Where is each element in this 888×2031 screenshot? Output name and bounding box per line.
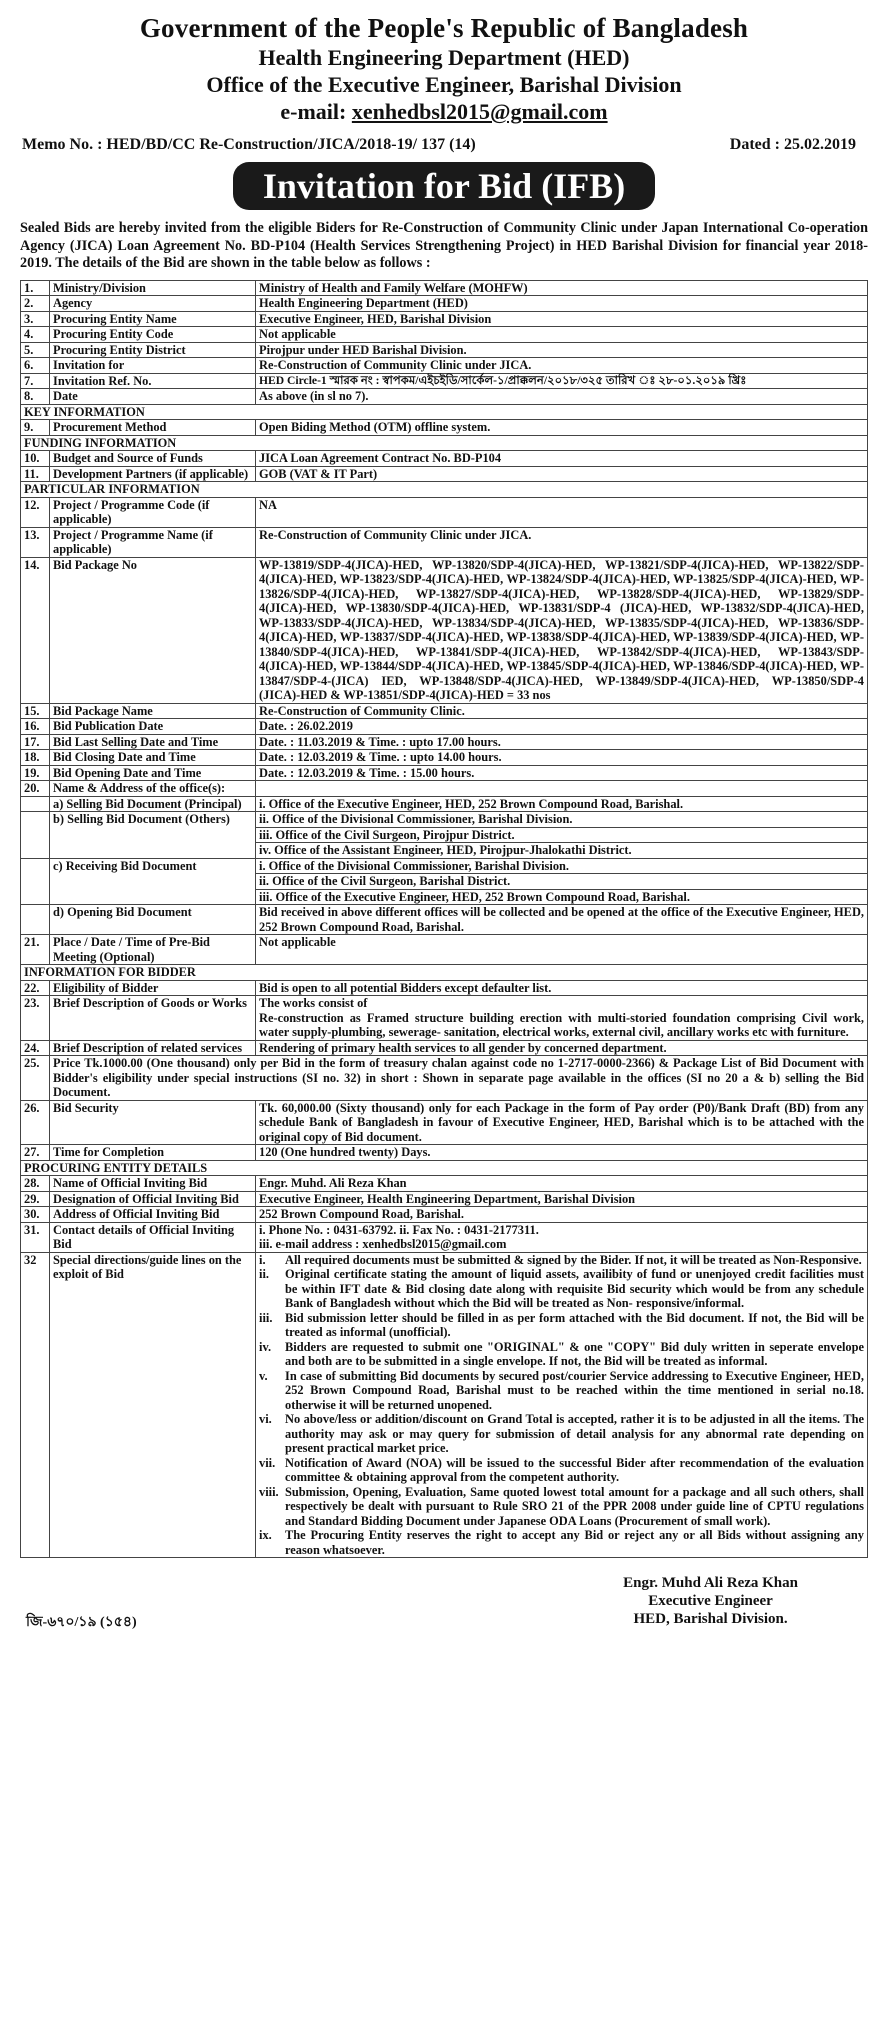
signatory-name: Engr. Muhd Ali Reza Khan [623, 1575, 798, 1591]
office-line: iv. Office of the Assistant Engineer, HED, Pirojpur-Jhalokathi District. [256, 842, 867, 858]
direction-number: iii. [259, 1310, 273, 1325]
office-line: ii. Office of the Divisional Commissioner, Barishal Division. [259, 812, 573, 826]
row-value: HED Circle-1 স্মারক নং : স্বাপকম/এইচইডি/সার্কেল-১/প্রাক্কলন/২০১৮/৩২৫ তারিখ ঃ ২৮-০১.২০১৯ খ্রিঃ [256, 373, 868, 389]
row-value [256, 1222, 868, 1252]
row-label: Invitation for [50, 358, 256, 374]
banner-wrap [20, 162, 868, 210]
direction-text: Bidders are requested to submit one "ORIGINAL" & one "COPY" Bid duly written in seperate envelope and both are to be submitted in a single envelope. If not, the Bid will be treated as informal. [285, 1339, 864, 1368]
row-number: 30. [21, 1207, 50, 1223]
price-text: Price Tk.1000.00 (One thousand) only per Bid in the form of treasury chalan against code no 1-2717-0000-2366) & Package List of Bid Document with Bidder's eligibility under special instructions (SI no. 32) in short : Shown in separate page available in the offices (SI no 20 a & b) selling the Bid Document. [50, 1056, 868, 1101]
row-value: Date. : 12.03.2019 & Time. : upto 14.00 hours. [256, 750, 868, 766]
row-value: Engr. Muhd. Ali Reza Khan [256, 1176, 868, 1192]
row-value: NA [256, 497, 868, 527]
row-value: Bid received in above different offices will be collected and be opened at the office of the Executive Engineer, HED, 252 Brown Compound Road, Barishal. [256, 905, 868, 935]
direction-item [259, 1267, 864, 1311]
table-row [21, 497, 868, 527]
direction-item [259, 1369, 864, 1413]
row-value [256, 781, 868, 797]
office-line: iii. Office of the Civil Surgeon, Pirojpur District. [256, 827, 867, 843]
section-heading: PROCURING ENTITY DETAILS [21, 1160, 868, 1176]
direction-number: viii. [259, 1484, 279, 1499]
table-row [21, 1100, 868, 1145]
row-number: 10. [21, 451, 50, 467]
bid-details-table [20, 280, 868, 1559]
row-number: 15. [21, 703, 50, 719]
row-value [256, 996, 868, 1041]
table-row [21, 389, 868, 405]
row-value: Date. : 12.03.2019 & Time. : 15.00 hours. [256, 765, 868, 781]
row-label: Place / Date / Time of Pre-Bid Meeting (Optional) [50, 935, 256, 965]
row-number: 24. [21, 1040, 50, 1056]
direction-number: i. [259, 1252, 266, 1267]
row-value: Executive Engineer, Health Engineering Department, Barishal Division [256, 1191, 868, 1207]
row-label: Name of Official Inviting Bid [50, 1176, 256, 1192]
row-label: Procuring Entity District [50, 342, 256, 358]
row-number: 25. [21, 1056, 50, 1101]
row-value: GOB (VAT & IT Part) [256, 466, 868, 482]
direction-number: vi. [259, 1412, 272, 1426]
works-description: Re-construction as Framed structure building erection with multi-storied foundation comprising Civil work, water supply-plumbing, sewerage- sanitation, electrical works, external civil, ancillary works etc with furniture. [259, 1010, 864, 1039]
table-row [21, 935, 868, 965]
row-label: Bid Security [50, 1100, 256, 1145]
row-label: Procuring Entity Name [50, 311, 256, 327]
row-value: Re-Construction of Community Clinic under JICA. [256, 358, 868, 374]
table-row [21, 1040, 868, 1056]
row-number: 26. [21, 1100, 50, 1145]
row-number: 5. [21, 342, 50, 358]
row-value: Re-Construction of Community Clinic. [256, 703, 868, 719]
email-link[interactable]: xenhedbsl2015@gmail.com [351, 99, 608, 124]
section-heading: INFORMATION FOR BIDDER [21, 965, 868, 981]
row-number: 21. [21, 935, 50, 965]
row-number: 3. [21, 311, 50, 327]
row-number: 31. [21, 1222, 50, 1252]
row-label: Time for Completion [50, 1145, 256, 1161]
row-label: Bid Last Selling Date and Time [50, 734, 256, 750]
row-label: Address of Official Inviting Bid [50, 1207, 256, 1223]
direction-text: Bid submission letter should be filled in as per form attached with the Bid document. If not, the Bid will be treated as informal (unofficial). [285, 1310, 864, 1339]
header-email [20, 98, 868, 126]
table-row [21, 311, 868, 327]
table-row [21, 557, 868, 703]
row-label: Development Partners (if applicable) [50, 466, 256, 482]
header-department: Health Engineering Department (HED) [258, 45, 630, 70]
row-number: 18. [21, 750, 50, 766]
row-number: 6. [21, 358, 50, 374]
row-number: 20. [21, 781, 50, 797]
row-number: 8. [21, 389, 50, 405]
memo-row [22, 136, 856, 154]
row-value: Date. : 11.03.2019 & Time. : upto 17.00 hours. [256, 734, 868, 750]
row-value: As above (in sl no 7). [256, 389, 868, 405]
row-value: Not applicable [256, 935, 868, 965]
direction-item [259, 1253, 864, 1268]
row-number [21, 812, 50, 859]
intro-paragraph: Sealed Bids are hereby invited from the eligible Biders for Re-Construction of Community Clinic under Japan International Co-operation Agency (JICA) Loan Agreement No. BD-P104 (Health Services Strengthening Project) in HED Barishal Division for financial year 2018-2019. The details of the Bid are shown in the table below as follows : [20, 220, 868, 271]
row-label: Project / Programme Name (if applicable) [50, 527, 256, 557]
direction-item [259, 1485, 864, 1529]
row-number: 27. [21, 1145, 50, 1161]
direction-number: iv. [259, 1339, 272, 1354]
row-number: 9. [21, 420, 50, 436]
row-label: Designation of Official Inviting Bid [50, 1191, 256, 1207]
row-number: 4. [21, 327, 50, 343]
row-value: i. Office of the Executive Engineer, HED, 252 Brown Compound Road, Barishal. [256, 796, 868, 812]
table-row [21, 1145, 868, 1161]
office-line: ii. Office of the Civil Surgeon, Barishal District. [256, 873, 867, 889]
row-value: JICA Loan Agreement Contract No. BD-P104 [256, 451, 868, 467]
row-label: a) Selling Bid Document (Principal) [50, 796, 256, 812]
row-number: 23. [21, 996, 50, 1041]
email-label: e-mail: [280, 99, 352, 124]
row-number: 32 [21, 1252, 50, 1558]
table-row [21, 1176, 868, 1192]
row-number: 7. [21, 373, 50, 389]
row-label: Brief Description of related services [50, 1040, 256, 1056]
table-row [21, 750, 868, 766]
table-row [21, 373, 868, 389]
table-row [21, 858, 868, 905]
row-label: Contact details of Official Inviting Bid [50, 1222, 256, 1252]
row-value: Tk. 60,000.00 (Sixty thousand) only for each Package in the form of Pay order (P0)/Bank Draft (BD) from any schedule Bank of Bangladesh in favour of Executive Engineer, HED, Barishal which is to be attached with the original copy of Bid document. [256, 1100, 868, 1145]
row-number [21, 905, 50, 935]
direction-text: The Procuring Entity reserves the right to accept any Bid or reject any or all Bids without assigning any reason whatsoever. [285, 1528, 864, 1557]
section-heading: KEY INFORMATION [21, 404, 868, 420]
office-line: iii. Office of the Executive Engineer, HED, 252 Brown Compound Road, Barishal. [256, 889, 867, 905]
row-number [21, 796, 50, 812]
row-label: Procurement Method [50, 420, 256, 436]
section-row [21, 965, 868, 981]
row-value: Pirojpur under HED Barishal Division. [256, 342, 868, 358]
row-label: Budget and Source of Funds [50, 451, 256, 467]
table-row [21, 996, 868, 1041]
row-value: Re-Construction of Community Clinic under JICA. [256, 527, 868, 557]
direction-item [259, 1528, 864, 1557]
row-label: b) Selling Bid Document (Others) [50, 812, 256, 859]
section-heading: FUNDING INFORMATION [21, 435, 868, 451]
row-number: 12. [21, 497, 50, 527]
row-value: Executive Engineer, HED, Barishal Division [256, 311, 868, 327]
row-label: Agency [50, 296, 256, 312]
direction-text: In case of submitting Bid documents by secured post/courier Service addressing to Executive Engineer, HED, 252 Brown Compound Road, Barishal must to be reached within the time mentioned in serial no.18. otherwise it will be returned unopened. [285, 1368, 864, 1412]
footer-code: জি-৬৭০/১৯ (১৫৪) [26, 1615, 137, 1630]
table-row [21, 1191, 868, 1207]
row-value: Not applicable [256, 327, 868, 343]
direction-number: ii. [259, 1267, 269, 1281]
table-row [21, 703, 868, 719]
direction-item [259, 1311, 864, 1340]
row-label: Bid Closing Date and Time [50, 750, 256, 766]
table-row [21, 812, 868, 859]
directions-list [259, 1253, 864, 1558]
row-label: Date [50, 389, 256, 405]
section-row [21, 1160, 868, 1176]
row-label: d) Opening Bid Document [50, 905, 256, 935]
row-number: 2. [21, 296, 50, 312]
contact-email: iii. e-mail address : xenhedbsl2015@gmail.com [259, 1237, 507, 1251]
direction-item [259, 1456, 864, 1485]
row-number: 16. [21, 719, 50, 735]
direction-item [259, 1412, 864, 1456]
table-row [21, 765, 868, 781]
row-value: Ministry of Health and Family Welfare (MOHFW) [256, 280, 868, 296]
office-line: i. Office of the Divisional Commissioner, Barishal Division. [259, 858, 570, 873]
row-value: Rendering of primary health services to all gender by concerned department. [256, 1040, 868, 1056]
table-row [21, 905, 868, 935]
signatory-designation: Executive Engineer [648, 1593, 773, 1609]
table-row [21, 327, 868, 343]
row-number: 29. [21, 1191, 50, 1207]
table-row [21, 420, 868, 436]
row-label: Invitation Ref. No. [50, 373, 256, 389]
row-value: Open Biding Method (OTM) offline system. [256, 420, 868, 436]
table-row [21, 1056, 868, 1101]
row-label: Brief Description of Goods or Works [50, 996, 256, 1041]
row-label: c) Receiving Bid Document [50, 858, 256, 905]
row-value [256, 858, 868, 905]
header-office: Office of the Executive Engineer, Barishal Division [206, 72, 682, 97]
table-row [21, 527, 868, 557]
row-number: 19. [21, 765, 50, 781]
row-value: Date. : 26.02.2019 [256, 719, 868, 735]
direction-text: No above/less or addition/discount on Grand Total is accepted, rather it is to be adjusted in all the items. The authority may ask or may query for submission of detail analysis for any abnormal rate depending on present practical market price. [285, 1412, 864, 1455]
direction-number: v. [259, 1368, 268, 1383]
row-label: Special directions/guide lines on the exploit of Bid [50, 1252, 256, 1558]
row-value [256, 812, 868, 859]
table-row [21, 796, 868, 812]
row-number: 28. [21, 1176, 50, 1192]
works-intro: The works consist of [259, 996, 368, 1010]
row-value: 252 Brown Compound Road, Barishal. [256, 1207, 868, 1223]
contact-phone-fax: i. Phone No. : 0431-63792. ii. Fax No. : 0431-2177311. [259, 1222, 539, 1237]
table-row [21, 466, 868, 482]
table-row [21, 719, 868, 735]
row-label: Project / Programme Code (if applicable) [50, 497, 256, 527]
direction-text: Submission, Opening, Evaluation, Same quoted lowest total amount for a package and all such others, shall respectively be dealt with pursuant to Rule SRO 21 of the PPR 2008 under guide line of CPTU regulations and Standard Bidding Document under Japanese ODA Loans (Procurement of small work). [285, 1484, 864, 1528]
table-row [21, 451, 868, 467]
row-number: 13. [21, 527, 50, 557]
row-number: 17. [21, 734, 50, 750]
table-row [21, 296, 868, 312]
row-label: Name & Address of the office(s): [50, 781, 256, 797]
row-label: Ministry/Division [50, 280, 256, 296]
row-value [256, 1252, 868, 1558]
table-row [21, 280, 868, 296]
header-government: Government of the People's Republic of Bangladesh [139, 13, 749, 43]
row-label: Procuring Entity Code [50, 327, 256, 343]
table-row [21, 980, 868, 996]
table-row [21, 1207, 868, 1223]
row-label: Eligibility of Bidder [50, 980, 256, 996]
direction-text: Original certificate stating the amount of liquid assets, availibity of fund or unenjoyed credit facilities must be within IFT date & Bid closing date along with requisite Bid security which would be from any schedule Bank of Bangladesh without which the Bid will be treated as Non- responsive/informal. [285, 1267, 864, 1310]
table-row [21, 358, 868, 374]
bid-package-list: WP-13819/SDP-4(JICA)-HED, WP-13820/SDP-4(JICA)-HED, WP-13821/SDP-4(JICA)-HED, WP-13822/SDP-4(JICA)-HED, WP-13823/SDP-4(JICA)-HED, WP-13824/SDP-4(JICA)-HED, WP-13825/SDP-4(JICA)-HED, WP-13826/SDP-4(JICA)-HED, WP-13827/SDP-4(JICA)-HED, WP-13828/SDP-4(JICA)-HED, WP-13829/SDP-4(JICA)-HED, WP-13830/SDP-4(JICA)-HED, WP-13831/SDP-4 (JICA)-HED, WP-13832/SDP-4(JICA)-HED, WP-13833/SDP-4(JICA)-HED, WP-13834/SDP-4(JICA)-HED, WP-13835/SDP-4(JICA)-HED, WP-13836/SDP-4(JICA)-HED, WP-13837/SDP-4(JICA)-HED, WP-13838/SDP-4(JICA)-HED, WP-13839/SDP-4(JICA)-HED, WP-13840/SDP-4(JICA)-HED, WP-13841/SDP-4(JICA)-HED, WP-13842/SDP-4(JICA)-HED, WP-13843/SDP-4(JICA)-HED, WP-13844/SDP-4(JICA)-HED, WP-13845/SDP-4(JICA)-HED, WP-13846/SDP-4(JICA)-HED, WP-13847/SDP-4-(JICA) IED, WP-13848/SDP-4(JICA)-HED, WP-13849/SDP-4(JICA)-HED, WP-13850/SDP-4 (JICA)-HED & WP-13851/SDP-4(JICA)-HED = 33 nos [256, 557, 868, 703]
table-row [21, 734, 868, 750]
row-label: Bid Opening Date and Time [50, 765, 256, 781]
row-label: Bid Publication Date [50, 719, 256, 735]
row-label: Bid Package Name [50, 703, 256, 719]
direction-text: Notification of Award (NOA) will be issued to the successful Bider after recommendation of the evaluation committee & obtaining approval from the competent authority. [285, 1455, 864, 1484]
direction-item [259, 1340, 864, 1369]
memo-number: Memo No. : HED/BD/CC Re-Construction/JICA/2018-19/ 137 (14) [22, 136, 476, 153]
table-row [21, 1252, 868, 1558]
section-row [21, 435, 868, 451]
direction-text: All required documents must be submitted & signed by the Bider. If not, it will be treated as Non-Responsive. [285, 1252, 862, 1267]
table-row [21, 1222, 868, 1252]
direction-number: vii. [259, 1455, 276, 1470]
section-row [21, 482, 868, 498]
table-row [21, 342, 868, 358]
signatory-office: HED, Barishal Division. [633, 1611, 788, 1627]
section-row [21, 404, 868, 420]
row-number: 11. [21, 466, 50, 482]
row-number [21, 858, 50, 905]
row-value: Bid is open to all potential Bidders except defaulter list. [256, 980, 868, 996]
section-heading: PARTICULAR INFORMATION [21, 482, 868, 498]
direction-number: ix. [259, 1528, 272, 1542]
table-row [21, 781, 868, 797]
ifb-banner: Invitation for Bid (IFB) [233, 162, 655, 210]
memo-date: Dated : 25.02.2019 [729, 136, 856, 153]
row-value: 120 (One hundred twenty) Days. [256, 1145, 868, 1161]
row-number: 14. [21, 557, 50, 703]
row-value: Health Engineering Department (HED) [256, 296, 868, 312]
row-number: 22. [21, 980, 50, 996]
row-label: Bid Package No [50, 557, 256, 703]
row-number: 1. [21, 280, 50, 296]
